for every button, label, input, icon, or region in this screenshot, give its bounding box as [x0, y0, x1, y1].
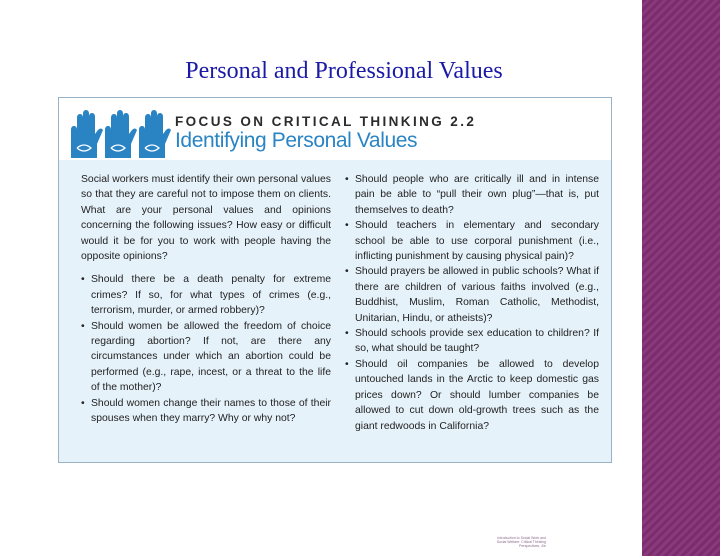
hands-icon	[65, 104, 173, 159]
list-item: • Should prayers be allowed in public schools? What if there are children of various faiths involved (e.g., Buddhist, Muslim, Roman Catholic, Methodist, Unitarian, Hindu, or atheists)?	[345, 266, 599, 324]
bullet-icon: •	[81, 397, 85, 409]
left-column	[81, 172, 331, 427]
list-item: • Should women change their names to those of their spouses when they marry? Why or why not?	[81, 397, 331, 425]
list-item: • Should people who are critically ill and in intense pain be able to “pull their own plug”—that is, put themselves to death?	[345, 174, 599, 216]
bullet-icon: •	[81, 274, 85, 286]
list-item: • Should teachers in elementary and secondary school be able to use corporal punishment (i.e., inflicting punishment by causing physical pain)?	[345, 220, 599, 263]
list-item: • Should oil companies be allowed to develop untouched lands in the Arctic to keep domestic gas prices down? Or should lumber companies be allowed to cut down old-growth trees such as the giant redwoods in California?	[345, 358, 599, 432]
bullet-icon: •	[345, 358, 349, 370]
intro-paragraph: Social workers must identify their own personal values so that they are careful not to impose them on clients. What are your personal values and opinions concerning the following issues? How easy or difficult would it be for you to work with people having the opposite opinions?	[81, 174, 331, 263]
focus-heading: FOCUS ON CRITICAL THINKING 2.2	[175, 114, 477, 129]
right-bullet-list	[345, 172, 599, 434]
bullet-icon: •	[345, 266, 349, 278]
bullet-icon: •	[345, 220, 349, 232]
left-bullet-list	[81, 272, 331, 426]
bullet-icon: •	[81, 320, 85, 332]
focus-box	[58, 97, 612, 463]
bullet-icon: •	[345, 174, 349, 185]
bullet-icon: •	[345, 328, 349, 340]
right-column	[345, 172, 599, 434]
list-item: • Should there be a death penalty for extreme crimes? If so, for what types of crimes (e.g., terrorism, murder, or armed robbery)?	[81, 274, 331, 317]
list-item: • Should women be allowed the freedom of choice regarding abortion? If not, are there any circumstances under which an abortion could be performed (e.g., rape, incest, or a threat to the life of the mother)?	[81, 320, 331, 394]
slide-footer-note: Introduction to Social Work and Social Welfare: Critical Thinking Perspectives, 4/e	[496, 536, 546, 548]
slide-title: Personal and Professional Values	[185, 58, 503, 84]
list-item: • Should schools provide sex education to children? If so, what should be taught?	[345, 328, 599, 355]
focus-subtitle: Identifying Personal Values	[175, 129, 418, 152]
